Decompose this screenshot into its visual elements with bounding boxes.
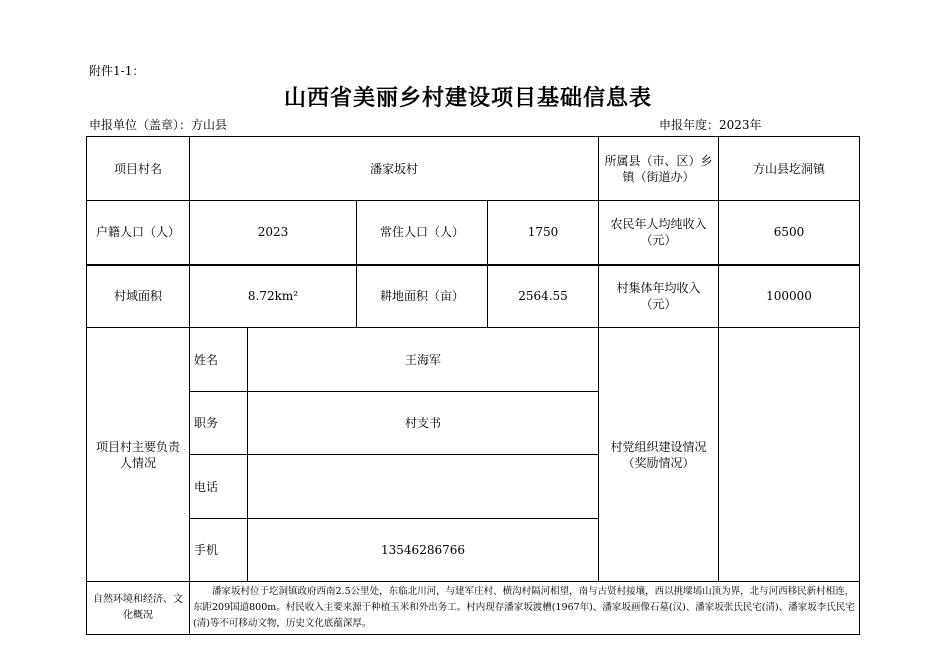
summary-cell xyxy=(190,582,860,635)
leader-phone-value xyxy=(248,455,599,519)
leader-section-label: 项目村主要负责人情况 xyxy=(87,328,190,582)
info-form-table xyxy=(86,136,860,635)
county-value: 方山县圪洞镇 xyxy=(719,137,860,201)
resident-population-label: 常住人口（人） xyxy=(357,201,488,265)
per-capita-income-value: 6500 xyxy=(719,201,860,265)
leader-phone-label: 电话 xyxy=(190,455,248,519)
registered-population-value: 2023 xyxy=(190,201,357,265)
party-building-value xyxy=(719,328,860,582)
leader-name-label: 姓名 xyxy=(190,328,248,392)
reporting-unit: 申报单位（盖章）：方山县 xyxy=(89,118,228,132)
reporting-year: 申报年度：2023年 xyxy=(659,118,762,132)
farmland-area-label: 耕地面积（亩） xyxy=(357,265,488,328)
summary-text: 潘家坂村位于圪洞镇政府西南2.5公里处，东临北川河，与建军庄村、横沟村隔河相望，南与古贤村接壤，西以挑墚墕山顶为界，北与河西移民新村相连，东距209国道800m。村民收入主要来源于种植玉米和外出务工。村内现存潘家坂渡槽(1967年)、潘家坂画像石墓(汉)、潘家坂张氏民宅(清)、潘家坂李氏民宅(清)等不可移动文物，历史文化底蕴深厚。 xyxy=(193,586,855,629)
collective-income-value: 100000 xyxy=(719,265,860,328)
leader-position-value: 村支书 xyxy=(248,392,599,455)
summary-label: 自然环境和经济、文化概况 xyxy=(87,582,190,635)
leader-mobile-value: 13546286766 xyxy=(248,519,599,582)
county-label: 所属县（市、区）乡镇（街道办） xyxy=(599,137,719,201)
attachment-label: 附件1-1： xyxy=(89,64,145,78)
village-area-label: 村域面积 xyxy=(87,265,190,328)
farmland-area-value: 2564.55 xyxy=(488,265,599,328)
village-name-label: 项目村名 xyxy=(87,137,190,201)
page-title: 山西省美丽乡村建设项目基础信息表 xyxy=(283,86,652,111)
village-area-value: 8.72km² xyxy=(190,265,357,328)
village-name-value: 潘家坂村 xyxy=(190,137,599,201)
party-building-label: 村党组织建设情况（奖励情况） xyxy=(599,328,719,582)
leader-mobile-label: 手机 xyxy=(190,519,248,582)
per-capita-income-label: 农民年人均纯收入（元） xyxy=(599,201,719,265)
collective-income-label: 村集体年均收入（元） xyxy=(599,265,719,328)
resident-population-value: 1750 xyxy=(488,201,599,265)
leader-name-value: 王海军 xyxy=(248,328,599,392)
registered-population-label: 户籍人口（人） xyxy=(87,201,190,265)
leader-position-label: 职务 xyxy=(190,392,248,455)
